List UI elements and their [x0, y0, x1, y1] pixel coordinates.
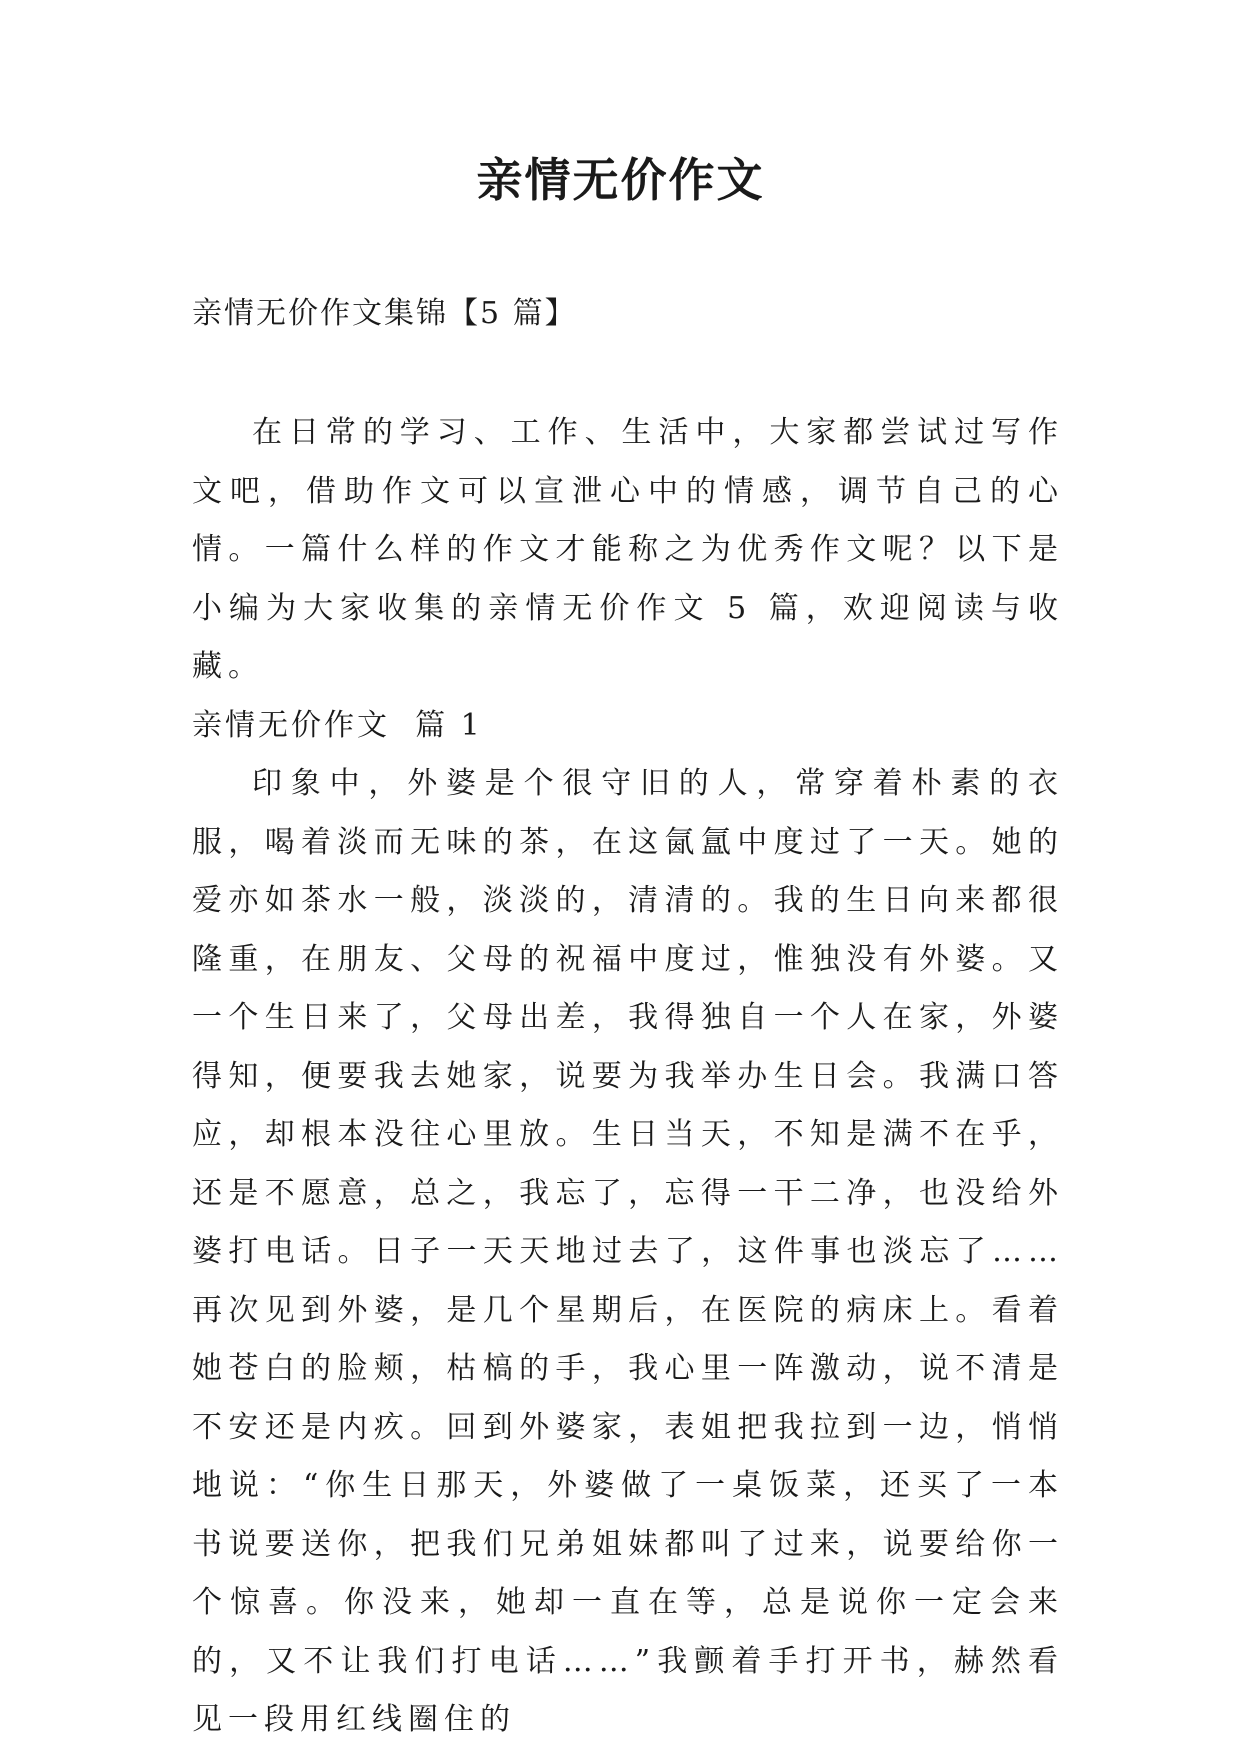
- intro-paragraph: 在日常的学习、工作、生活中，大家都尝试过写作文吧，借助作文可以宣泄心中的情感，调节自己的心情。一篇什么样的作文才能称之为优秀作文呢？以下是小编为大家收集的亲情无价作文 5 篇，欢迎阅读与收藏。: [192, 415, 1064, 684]
- document-body: [192, 404, 1064, 1750]
- section-heading: 亲情无价作文 篇 1: [192, 707, 483, 743]
- document-subtitle: 亲情无价作文集锦【5 篇】: [192, 296, 577, 331]
- section-paragraph: 印象中，外婆是个很守旧的人，常穿着朴素的衣服，喝着淡而无味的茶，在这氤氲中度过了一天。她的爱亦如茶水一般，淡淡的，清清的。我的生日向来都很隆重，在朋友、父母的祝福中度过，惟独没有外婆。又一个生日来了，父母出差，我得独自一个人在家，外婆得知，便要我去她家，说要为我举办生日会。我满口答应，却根本没往心里放。生日当天，不知是满不在乎，还是不愿意，总之，我忘了，忘得一干二净，也没给外婆打电话。日子一天天地过去了，这件事也淡忘了……再次见到外婆，是几个星期后，在医院的病床上。看着她苍白的脸颊，枯槁的手，我心里一阵激动，说不清是不安还是内疚。回到外婆家，表姐把我拉到一边，悄悄地说：“你生日那天，外婆做了一桌饭菜，还买了一本书说要送你，把我们兄弟姐妹都叫了过来，说要给你一个惊喜。你没来，她却一直在等，总是说你一定会来的，又不让我们打电话……”我颤着手打开书，赫然看见一段用红线圈住的: [192, 766, 1064, 1737]
- page-title: 亲情无价作文: [476, 153, 765, 207]
